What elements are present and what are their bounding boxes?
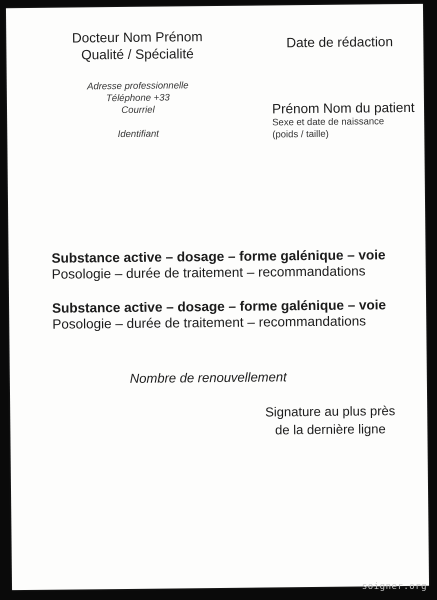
prescription-posologie: Posologie – durée de traitement – recommandations: [52, 313, 367, 332]
patient-block: [272, 100, 422, 142]
prescription-substance: Substance active – dosage – forme galénique – voie: [52, 297, 387, 316]
signature-line2: de la dernière ligne: [275, 421, 386, 438]
prescription-line: [52, 247, 412, 283]
doctor-contact: [53, 80, 224, 142]
patient-details-line2: (poids / taille): [272, 128, 329, 141]
doctor-specialty: Qualité / Spécialité: [81, 46, 194, 63]
watermark: soigner.org: [361, 582, 427, 592]
renewal-count: Nombre de renouvellement: [129, 369, 287, 386]
patient-details-line1: Sexe et date de naissance: [272, 116, 385, 129]
doctor-identifier: Identifiant: [117, 128, 159, 141]
prescription-line: [52, 297, 412, 333]
patient-name: Prénom Nom du patient: [271, 99, 415, 117]
doctor-name: Docteur Nom Prénom: [71, 29, 203, 46]
prescription-substance: Substance active – dosage – forme galénique – voie: [51, 247, 386, 266]
doctor-address: Adresse professionnelle: [87, 80, 189, 93]
doctor-header: [52, 28, 222, 64]
doctor-phone: Téléphone +33: [106, 92, 170, 105]
signature-block: [250, 402, 410, 440]
prescription-sheet: [6, 4, 429, 590]
signature-line1: Signature au plus près: [265, 403, 396, 420]
doctor-email: Courriel: [121, 104, 155, 116]
prescription-posologie: Posologie – durée de traitement – recommandations: [51, 263, 366, 282]
date-label: Date de rédaction: [286, 34, 393, 51]
